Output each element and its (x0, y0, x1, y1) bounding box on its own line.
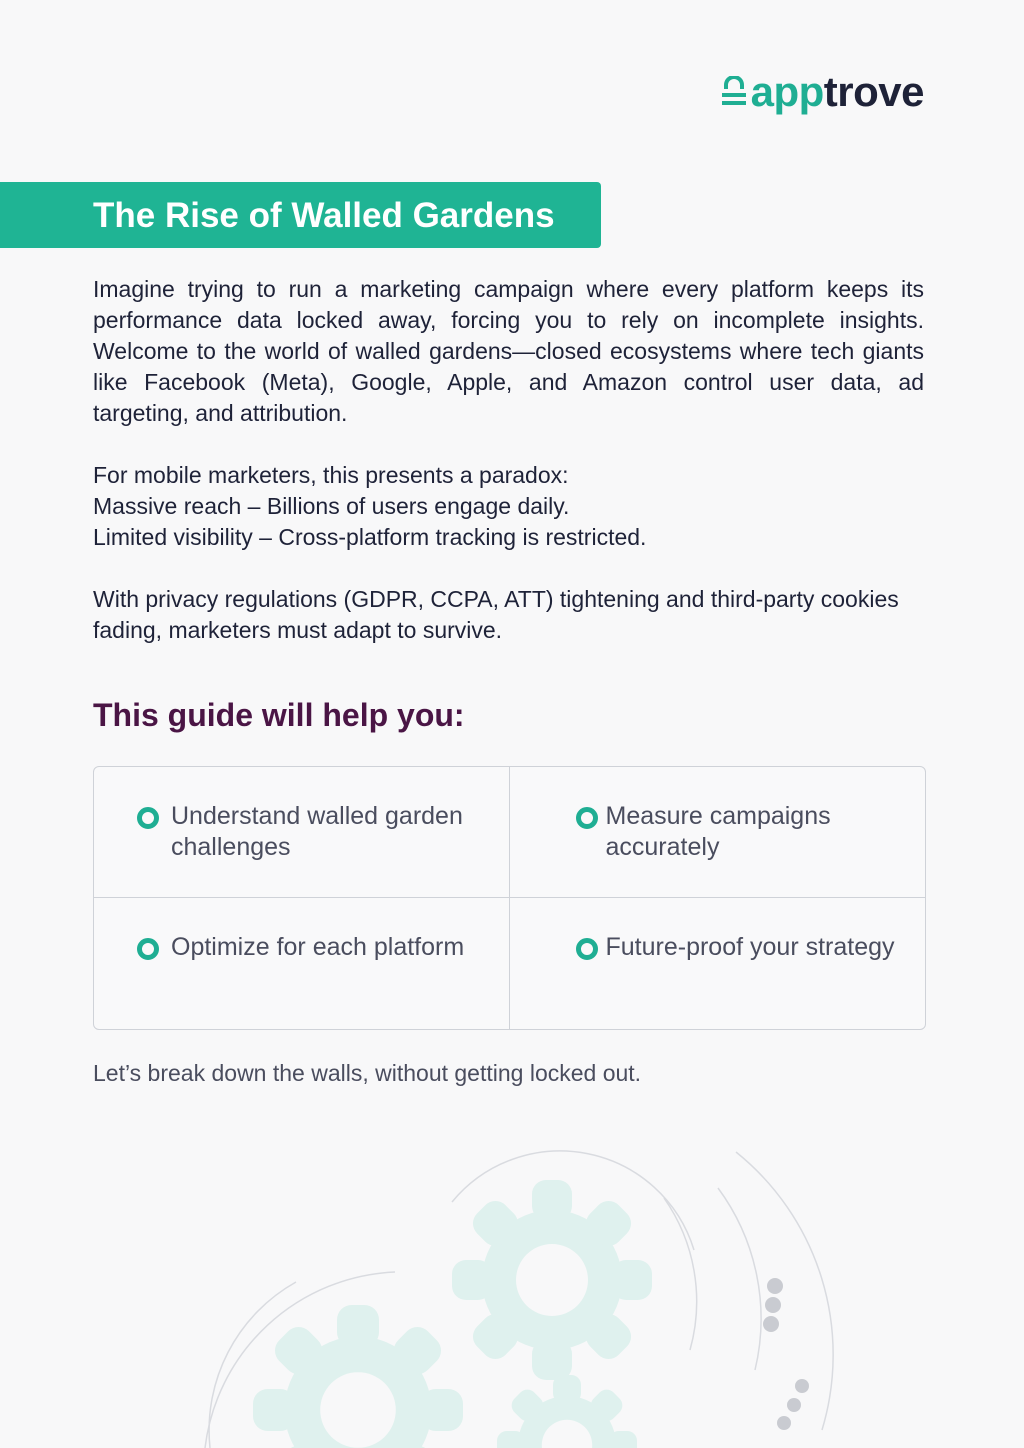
guide-item (94, 898, 510, 1029)
gear-small-icon (497, 1375, 637, 1448)
paradox-intro: For mobile marketers, this presents a paradox: (93, 462, 569, 488)
logo-suffix: trove (823, 68, 924, 115)
reach-line: Massive reach – Billions of users engage daily. (93, 493, 570, 519)
guide-grid (93, 766, 926, 1030)
gear-left-icon (253, 1305, 463, 1448)
intro-section (93, 274, 924, 646)
guide-item (510, 767, 926, 898)
gear-large-icon (452, 1180, 652, 1380)
guide-item-label: Understand walled garden challenges (171, 802, 463, 861)
apptrove-logo (721, 68, 924, 116)
title-banner (0, 182, 601, 248)
logo-prefix: app (750, 68, 824, 115)
guide-item-label: Optimize for each platform (171, 933, 465, 961)
guide-item (94, 767, 510, 898)
page-title: The Rise of Walled Gardens (93, 196, 555, 235)
privacy-paragraph: With privacy regulations (GDPR, CCPA, ATT) tightening and third-party cookies fading, marketers must adapt to survive. (93, 586, 899, 643)
circle-bullet-icon (576, 807, 598, 829)
guide-item (510, 898, 926, 1029)
dots-decoration (763, 1278, 809, 1430)
guide-heading: This guide will help you: (93, 697, 465, 733)
visibility-line: Limited visibility – Cross-platform tracking is restricted. (93, 524, 647, 550)
gears-decoration (0, 1100, 1024, 1448)
closing-line: Let’s break down the walls, without getting locked out. (93, 1060, 642, 1086)
circle-bullet-icon (137, 807, 159, 829)
circle-bullet-icon (137, 938, 159, 960)
intro-paragraph: Imagine trying to run a marketing campaign where every platform keeps its performance data locked away, forcing you to rely on incomplete insights. Welcome to the world of walled gardens—closed ecosystems where tech giants like Facebook (Meta), Google, Apple, and Amazon control user data, ad targeting, and attribution. (93, 276, 924, 426)
logo-wordmark (751, 68, 924, 116)
guide-item-label: Future-proof your strategy (605, 933, 895, 961)
circle-bullet-icon (576, 938, 598, 960)
lock-logo-icon (721, 76, 747, 108)
guide-item-label: Measure campaigns accurately (605, 802, 831, 861)
